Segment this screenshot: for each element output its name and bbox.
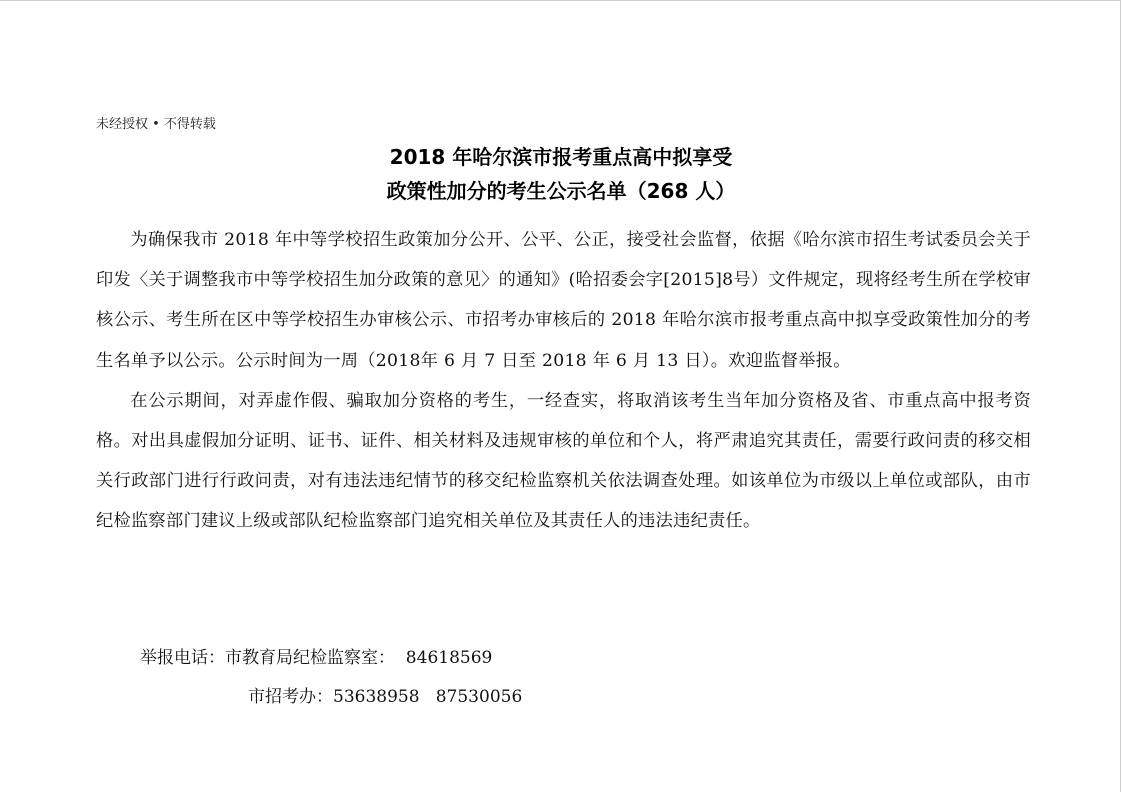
document-body xyxy=(96,220,1031,542)
report-phone-line-1: 举报电话：市教育局纪检监察室： 84618569 xyxy=(140,648,493,668)
body-paragraph-1: 为确保我市 2018 年中等学校招生政策加分公开、公平、公正，接受社会监督，依据《哈尔滨市招生考试委员会关于印发〈关于调整我市中等学校招生加分政策的意见〉的通知》(哈招委会字[2015]8号）文件规定，现将经考生所在学校审核公示、考生所在区中等学校招生办审核公示、市招考办审核后的 2018 年哈尔滨市报考重点高中拟享受政策性加分的考生名单予以公示。公示时间为一周（2018年 6 月 7 日至 2018 年 6 月 13 日）。欢迎监督举报。 xyxy=(96,230,1031,371)
report-phone-line-2: 市招考办：53638958 87530056 xyxy=(248,687,523,707)
body-paragraph-2: 在公示期间，对弄虚作假、骗取加分资格的考生，一经查实，将取消该考生当年加分资格及省、市重点高中报考资格。对出具虚假加分证明、证书、证件、相关材料及违规审核的单位和个人，将严肃追究其责任，需要行政问责的移交相关行政部门进行行政问责，对有违法违纪情节的移交纪检监察机关依法调查处理。如该单位为市级以上单位或部队，由市纪检监察部门建议上级或部队纪检监察部门追究相关单位及其责任人的违法违纪责任。 xyxy=(96,390,1031,532)
document-title-line-1: 2018 年哈尔滨市报考重点高中拟享受 xyxy=(389,145,733,169)
watermark-notice: 未经授权 • 不得转载 xyxy=(96,117,216,132)
document-title-line-2: 政策性加分的考生公示名单（268 人） xyxy=(386,179,736,203)
